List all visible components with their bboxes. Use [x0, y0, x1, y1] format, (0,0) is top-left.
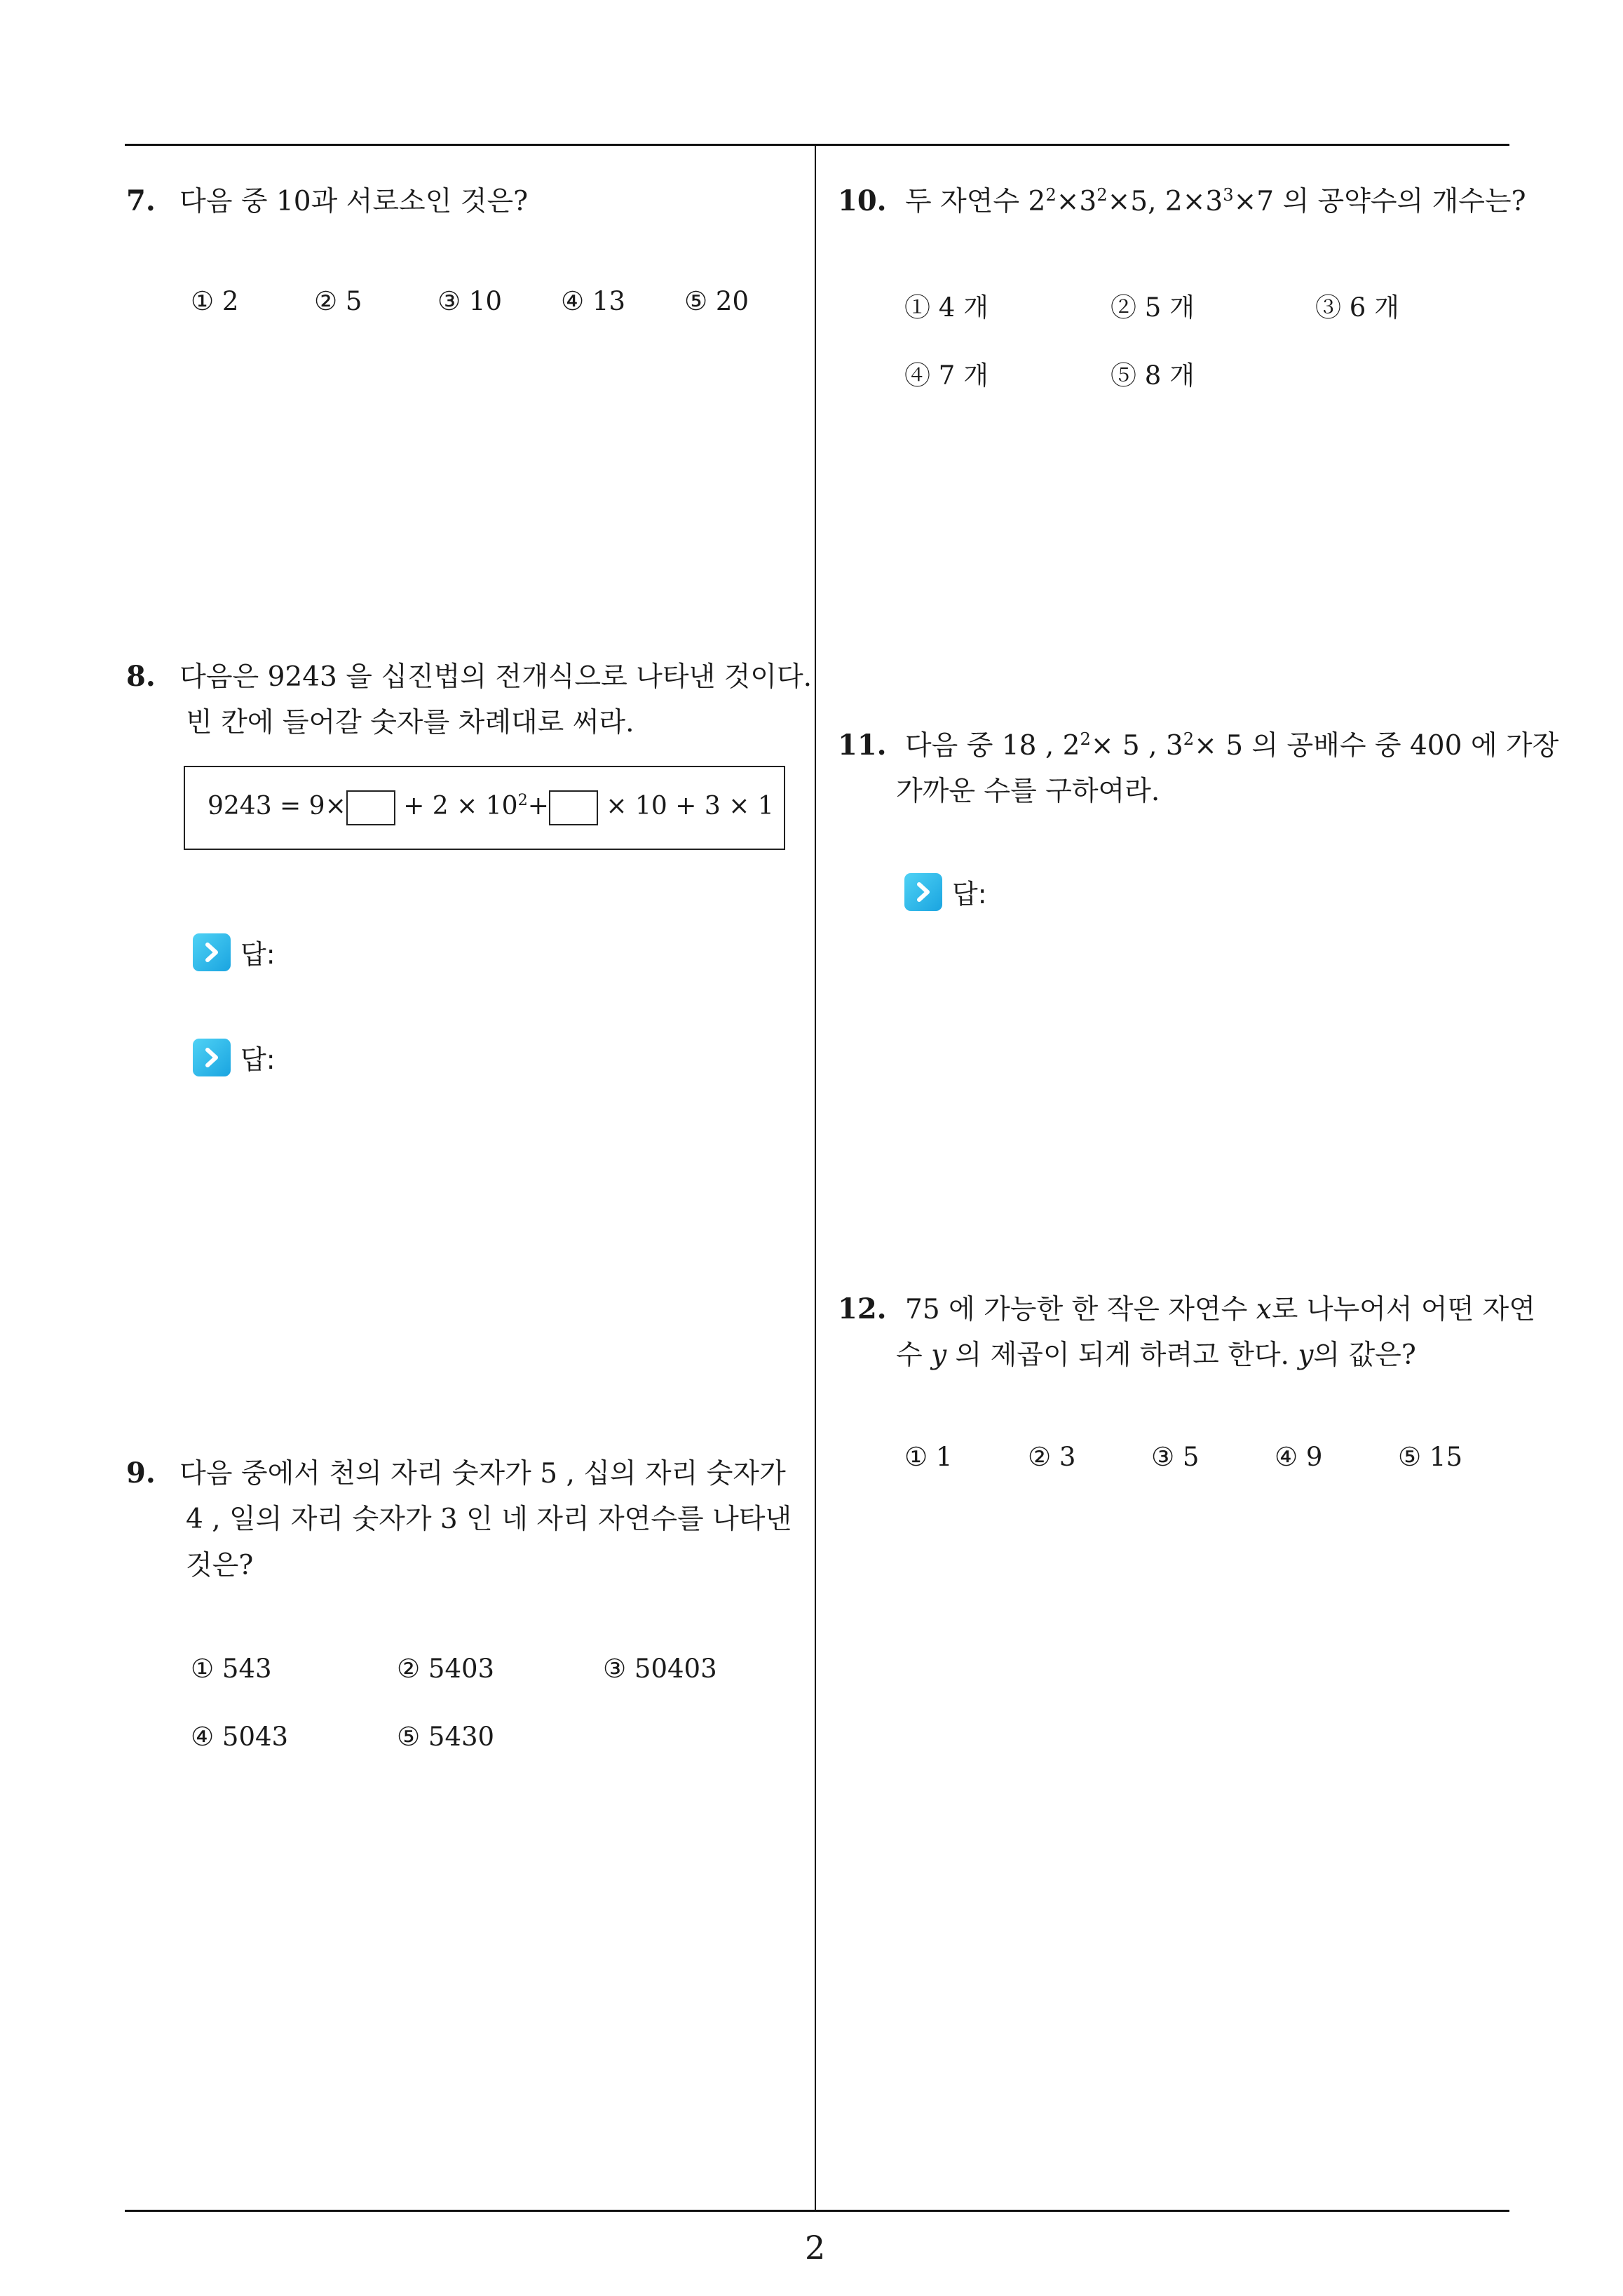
- chevron-right-icon: [193, 933, 231, 971]
- bottom-rule: [125, 2210, 1509, 2212]
- answer-label: 답:: [240, 1044, 276, 1075]
- choice-1[interactable]: ① 4 개: [904, 292, 989, 323]
- choice-4[interactable]: ④ 13: [561, 286, 626, 316]
- answer-label: 답:: [240, 939, 276, 970]
- choice-5[interactable]: ⑤ 8 개: [1111, 360, 1195, 391]
- question-number: 7.: [126, 184, 156, 217]
- question-7: [126, 178, 528, 225]
- choice-3[interactable]: ③ 10: [437, 286, 503, 316]
- blank-box-1[interactable]: [346, 790, 395, 825]
- choice-4[interactable]: ④ 5043: [191, 1722, 289, 1752]
- question-text: 다음 중에서 천의 자리 숫자가 5 , 십의 자리 숫자가: [179, 1458, 786, 1490]
- answer-label: 답:: [952, 879, 987, 910]
- answer-line-1[interactable]: [193, 933, 276, 971]
- top-rule: [125, 144, 1509, 146]
- question-number: 12.: [838, 1292, 887, 1325]
- choice-3[interactable]: ③ 5: [1151, 1442, 1200, 1472]
- question-number: 9.: [126, 1457, 156, 1490]
- expansion-equation: $9243 = 9\times + 2 \times 10^2+ \times 10 + 3 \times 1$: [208, 790, 774, 825]
- choice-5[interactable]: ⑤ 20: [684, 286, 749, 316]
- answer-line-2[interactable]: [193, 1038, 276, 1076]
- choice-4[interactable]: ④ 7 개: [904, 360, 989, 391]
- question-11: [838, 722, 1559, 769]
- question-text-line3: 것은?: [186, 1550, 254, 1581]
- question-text: 다음 중 10과 서로소인 것은?: [179, 186, 529, 217]
- question-9: [126, 1450, 786, 1497]
- choice-5[interactable]: ⑤ 15: [1398, 1442, 1463, 1472]
- question-text: 다음은 9243 을 십진법의 전개식으로 나타낸 것이다.: [179, 661, 813, 693]
- choice-3[interactable]: ③ 50403: [603, 1654, 717, 1684]
- question-text: 75 에 가능한 한 작은 자연수 x로 나누어서 어떤 자연: [905, 1294, 1536, 1325]
- choice-2[interactable]: ② 5: [314, 286, 362, 316]
- question-12: [838, 1286, 1535, 1333]
- question-10: [838, 178, 1526, 225]
- question-number: 8.: [126, 660, 156, 693]
- choice-1[interactable]: ① 543: [191, 1654, 272, 1684]
- choice-5[interactable]: ⑤ 5430: [397, 1722, 495, 1752]
- answer-line[interactable]: [904, 872, 987, 911]
- question-number: 11.: [838, 729, 887, 762]
- choice-2[interactable]: ② 3: [1028, 1442, 1076, 1472]
- chevron-right-icon: [904, 873, 942, 911]
- blank-box-2[interactable]: [549, 790, 598, 825]
- question-text-line2: 4 , 일의 자리 숫자가 3 인 네 자리 자연수를 나타낸: [186, 1504, 792, 1535]
- chevron-right-icon: [193, 1039, 231, 1076]
- question-8: [126, 654, 812, 701]
- column-divider: [815, 144, 816, 2211]
- question-text-line2: 수 y 의 제곱이 되게 하려고 한다. y의 값은?: [896, 1339, 1416, 1371]
- choice-2[interactable]: ② 5403: [397, 1654, 495, 1684]
- choice-1[interactable]: ① 1: [904, 1442, 953, 1472]
- question-text: 두 자연수 $2^2\times 3^2\times 5$, $2\times 3^3\times 7$ 의 공약수의 개수는?: [905, 185, 1526, 217]
- choice-1[interactable]: ① 2: [191, 286, 239, 316]
- choice-4[interactable]: ④ 9: [1275, 1442, 1323, 1472]
- question-text-line2: 가까운 수를 구하여라.: [896, 776, 1160, 807]
- choice-3[interactable]: ③ 6 개: [1315, 292, 1399, 323]
- page-number: 2: [805, 2229, 826, 2267]
- question-text-line2: 빈 칸에 들어갈 숫자를 차례대로 써라.: [186, 707, 634, 738]
- question-number: 10.: [838, 184, 887, 217]
- choice-2[interactable]: ② 5 개: [1111, 292, 1195, 323]
- question-text: 다음 중 18 , $2^2\times 5$ , $3^2\times 5$ 의 공배수 중 400 에 가장: [905, 729, 1559, 762]
